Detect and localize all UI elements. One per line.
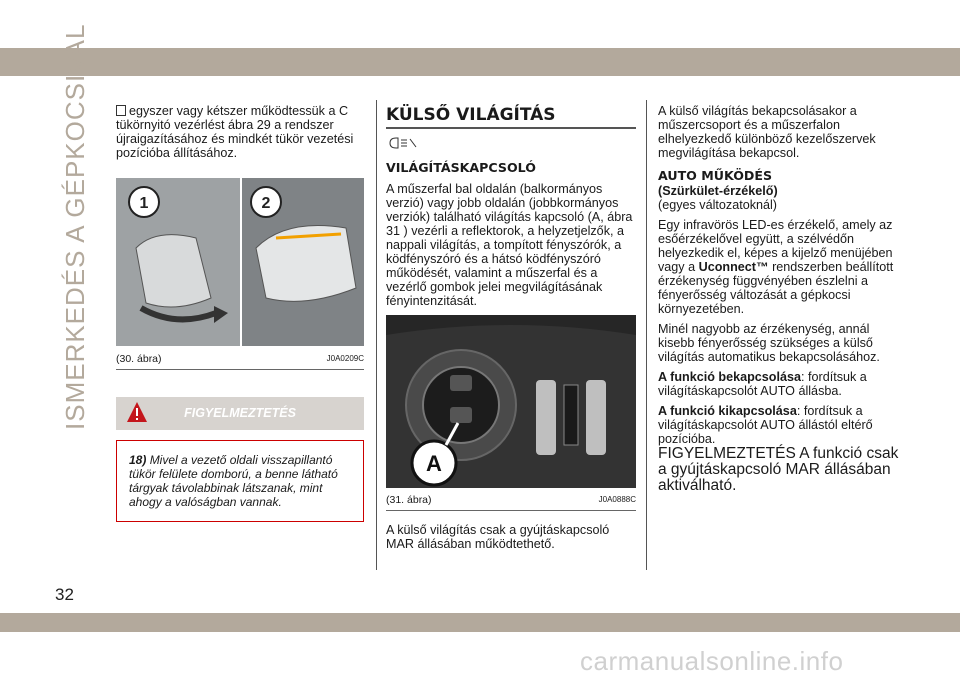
auto-section-title: AUTO MŰKÖDÉS bbox=[658, 168, 773, 183]
figure-label-1: 1 bbox=[139, 195, 149, 212]
figure-label-2: 2 bbox=[261, 195, 271, 212]
watermark: carmanualsonline.info bbox=[580, 646, 844, 676]
sensitivity-paragraph: Minél nagyobb az érzékenység, annál kisebb fényerősség szükséges a külső világítás automatikus bekapcsolásához. bbox=[658, 322, 880, 364]
auto-version: (egyes változatoknál) bbox=[658, 198, 778, 212]
bottom-band bbox=[0, 613, 960, 632]
function-off-paragraph: A funkció kikapcsolása: fordítsuk a világításkapcsolót AUTO állástól eltérő pozícióba. bbox=[658, 404, 873, 446]
warning-title: FIGYELMEZTETÉS bbox=[184, 406, 296, 420]
figure-caption: (31. ábra) bbox=[386, 494, 432, 506]
figure-caption: (30. ábra) bbox=[116, 353, 162, 365]
warning-text: Mivel a vezető oldali visszapillantó tükör felülete domború, a benne látható tárgyak távolabbinak látszanak, mint ahogy a valóságban vannak. bbox=[129, 453, 338, 509]
column-3 bbox=[658, 104, 908, 494]
light-switch-illustration bbox=[386, 315, 636, 488]
column-divider bbox=[646, 100, 647, 570]
section-title: KÜLSŐ VILÁGÍTÁS bbox=[386, 104, 636, 129]
warning-header bbox=[116, 397, 364, 430]
figure-label-a: A bbox=[426, 451, 442, 476]
figure-code: J0A0888C bbox=[598, 495, 636, 504]
warning-triangle-icon bbox=[126, 401, 148, 423]
page-number: 32 bbox=[55, 585, 74, 604]
warning-note: FIGYELMEZTETÉS A funkció csak a gyújtáskapcsoló MAR állásában aktiválható. bbox=[658, 445, 899, 494]
warning-box bbox=[116, 440, 364, 522]
mirror-photo bbox=[116, 178, 364, 346]
sensor-paragraph: Egy infravörös LED-es érzékelő, amely az esőérzékelővel együtt, a szélvédőn helyezkedik el, képes a kijelző menüjében vagy a Uconnect™ rendszerben beállított érzékenység függvényében észlelni a fényerősség változását a gépkocsi környezetében. bbox=[658, 218, 894, 316]
figure-code: J0A0209C bbox=[326, 354, 364, 363]
intro-paragraph: egyszer vagy kétszer működtessük a C tükörnyitó vezérlést ábra 29 a rendszer újraigazításához és mindkét tükör vezetési pozícióba állításához. bbox=[116, 104, 354, 160]
figure-31 bbox=[386, 315, 636, 511]
warning-number: 18) bbox=[129, 453, 147, 467]
intro-paragraph: A külső világítás bekapcsolásakor a műszercsoport és a műszerfalon elhelyezkedő különböző kezelőszervek megvilágítása bekapcsol. bbox=[658, 104, 876, 160]
column-2 bbox=[386, 104, 636, 551]
column-divider bbox=[376, 100, 377, 570]
checkbox-bullet-icon bbox=[116, 105, 126, 116]
footer-paragraph: A külső világítás csak a gyújtáskapcsoló MAR állásában működtethető. bbox=[386, 523, 610, 551]
auto-subtitle: (Szürkület-érzékelő) bbox=[658, 184, 778, 198]
light-switch-photo bbox=[386, 315, 636, 488]
top-band bbox=[0, 48, 960, 76]
function-on-paragraph: A funkció bekapcsolása: fordítsuk a világításkapcsolót AUTO állásba. bbox=[658, 370, 867, 398]
light-switch-paragraph: A műszerfal bal oldalán (balkormányos verzió) vagy jobb oldalán (jobbkormányos verziók) található világítás kapcsoló (A, ábra 31 ) vezérli a reflektorok, a helyzetjelzők, a nappali világítás, a tompított fényszórók, a ködfényszóró és a hátsó ködfényszóró működését, valamint a műszerfal és a vezérlő gombok jelei megvilágításának fényintenzitását. bbox=[386, 182, 633, 308]
mirror-illustration bbox=[116, 178, 364, 346]
figure-30 bbox=[116, 178, 364, 370]
chapter-side-title: ISMERKEDÉS A GÉPKOCSIVAL bbox=[60, 23, 90, 430]
headlight-icon bbox=[388, 137, 418, 149]
subsection-title: VILÁGÍTÁSKAPCSOLÓ bbox=[386, 160, 536, 175]
column-1 bbox=[116, 104, 364, 522]
